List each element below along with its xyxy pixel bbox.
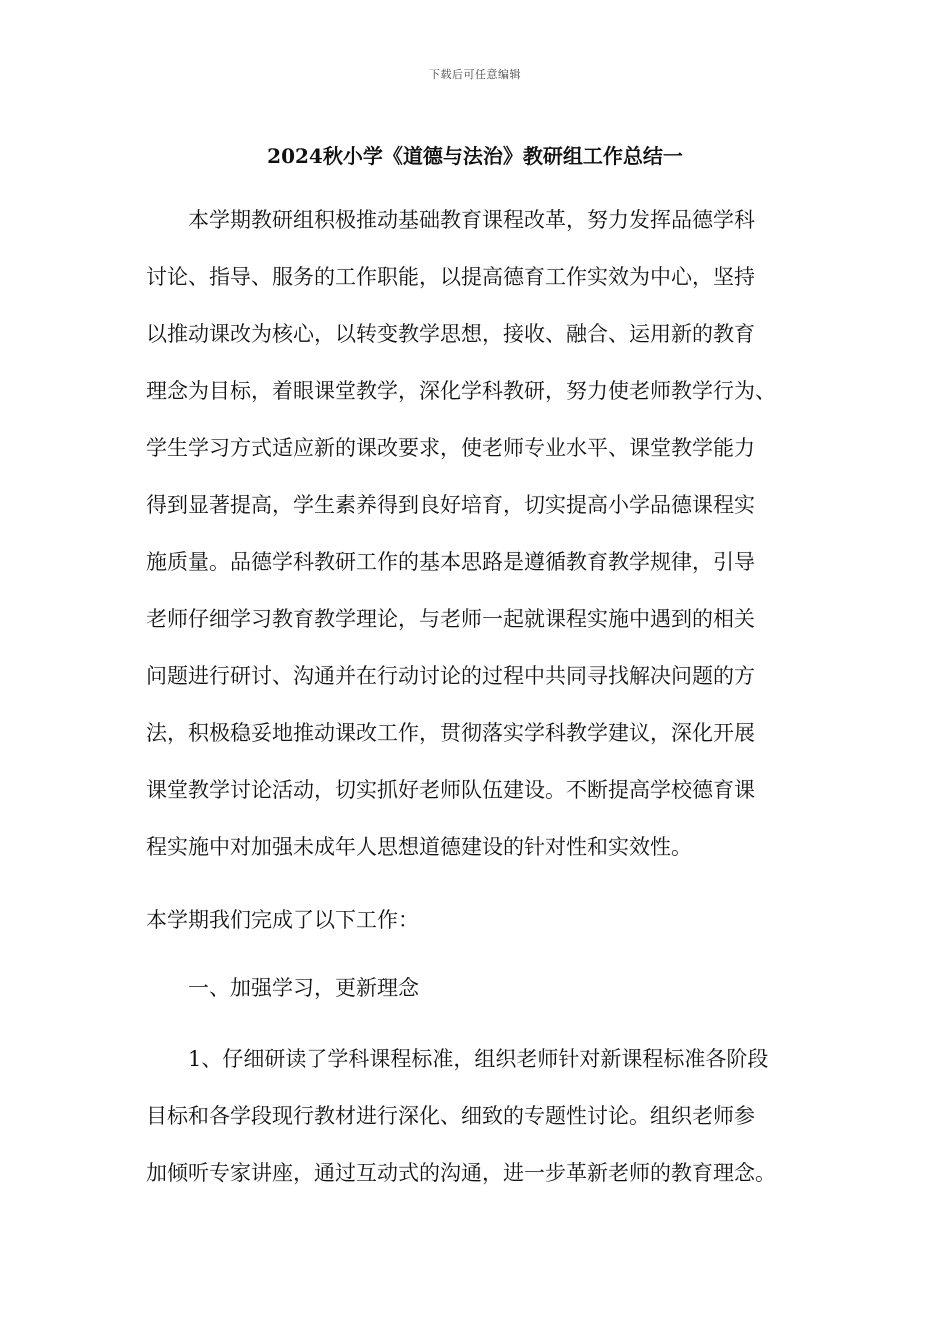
paragraph-line: 理念为目标，着眼课堂教学，深化学科教研，努力使老师教学行为、 (146, 379, 776, 403)
intro-paragraph (146, 192, 826, 876)
paragraph-line: 法，积极稳妥地推动课改工作，贯彻落实学科教学建议，深化开展 (146, 721, 755, 745)
paragraph-line: 问题进行研讨、沟通并在行动讨论的过程中共同寻找解决问题的方 (146, 664, 755, 688)
item-1-paragraph (146, 1031, 826, 1202)
paragraph-line: 得到显著提高，学生素养得到良好培育，切实提高小学品德课程实 (146, 493, 755, 517)
section-heading (146, 960, 826, 1017)
paragraph-line: 课堂教学讨论活动，切实抓好老师队伍建设。不断提高学校德育课 (146, 778, 755, 802)
paragraph-line: 讨论、指导、服务的工作职能，以提高德育工作实效为中心，坚持 (146, 265, 755, 289)
page-title: 2024秋小学《道德与法治》教研组工作总结一 (267, 144, 683, 168)
paragraph-line: 以推动课改为核心，以转变教学思想，接收、融合、运用新的教育 (146, 322, 755, 346)
section-heading-text: 一、加强学习，更新理念 (188, 976, 419, 1000)
header-note: 下载后可任意编辑 (429, 68, 521, 81)
paragraph-line: 施质量。品德学科教研工作的基本思路是遵循教育教学规律，引导 (146, 550, 755, 574)
paragraph-line: 1、仔细研读了学科课程标准，组织老师针对新课程标准各阶段 (188, 1047, 769, 1071)
paragraph-line: 加倾听专家讲座，通过互动式的沟通，进一步革新老师的教育理念。 (146, 1161, 776, 1185)
summary-line (146, 892, 826, 949)
paragraph-line: 程实施中对加强未成年人思想道德建设的针对性和实效性。 (146, 835, 692, 859)
paragraph-line: 老师仔细学习教育教学理论，与老师一起就课程实施中遇到的相关 (146, 607, 755, 631)
paragraph-line: 本学期教研组积极推动基础教育课程改革，努力发挥品德学科 (188, 208, 755, 232)
paragraph-line: 目标和各学段现行教材进行深化、细致的专题性讨论。组织老师参 (146, 1104, 755, 1128)
summary-text: 本学期我们完成了以下工作： (146, 908, 419, 932)
paragraph-line: 学生学习方式适应新的课改要求，使老师专业水平、课堂教学能力 (146, 436, 755, 460)
